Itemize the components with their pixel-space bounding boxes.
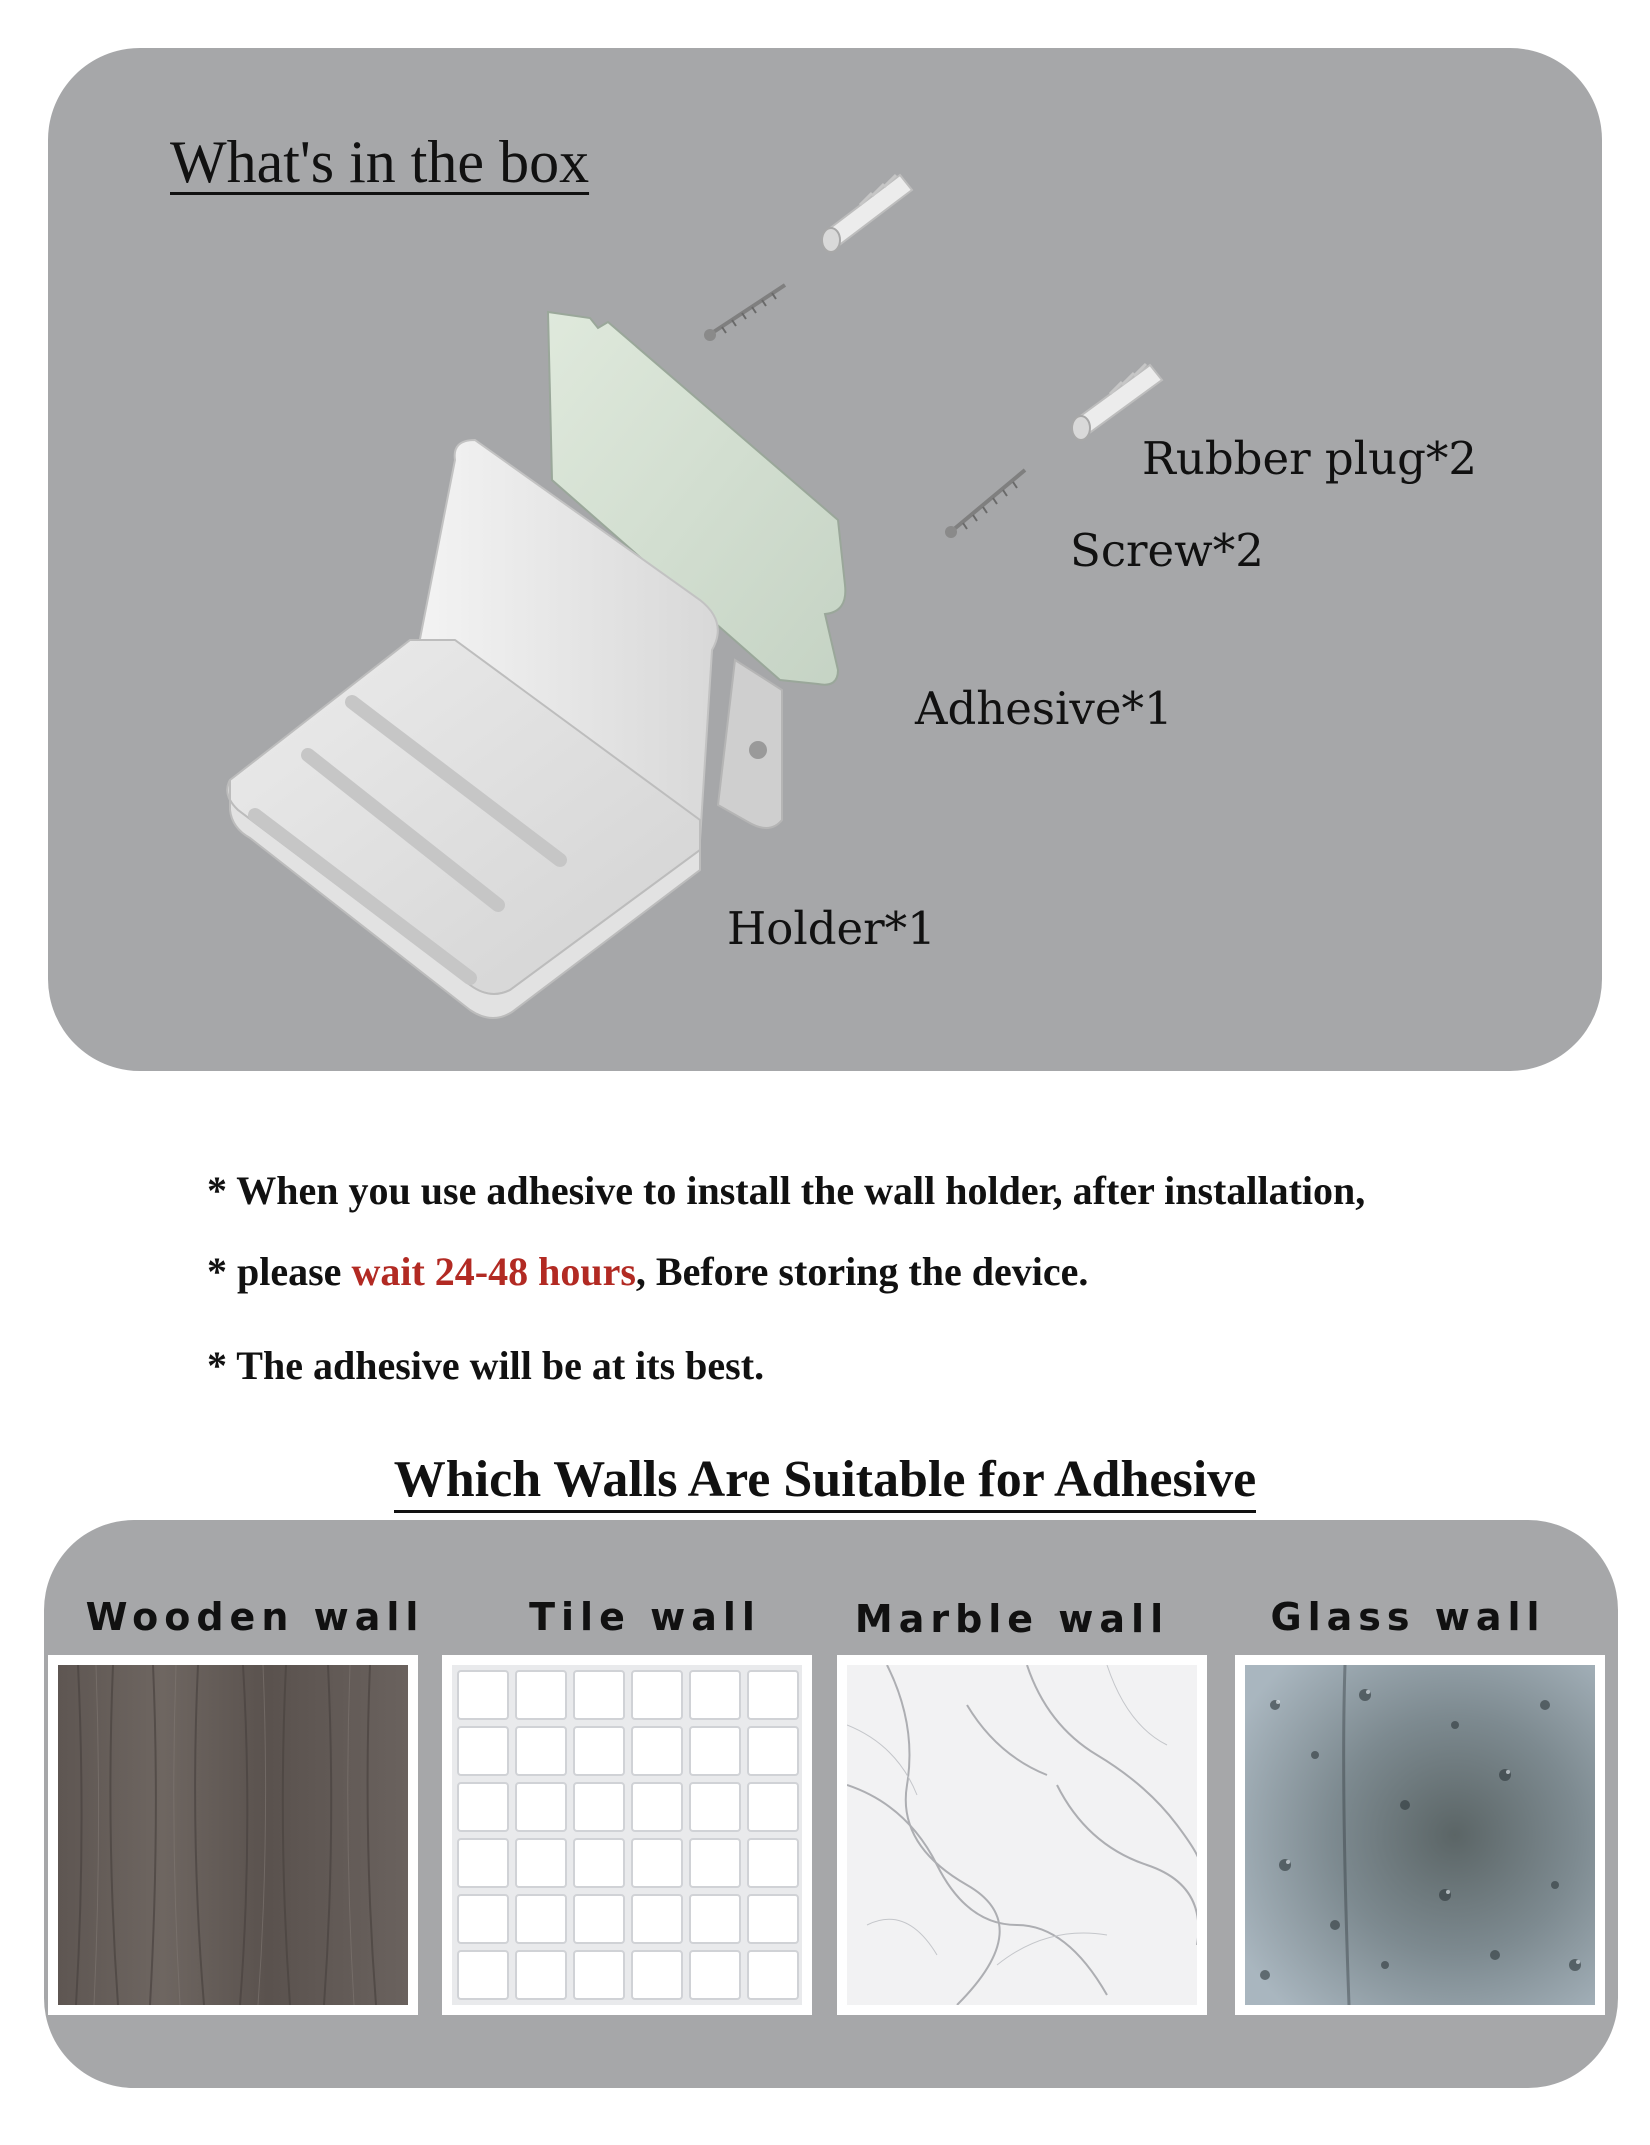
note-line-3: * The adhesive will be at its best. [207,1343,765,1388]
marble-wall-image [837,1655,1207,2015]
rubber-plug-icon [822,175,912,252]
note-line-1: * When you use adhesive to install the wall holder, after installation, [207,1168,1366,1213]
note-line-2 [207,1248,1088,1295]
note-line-2-suffix: , Before storing the device. [635,1249,1089,1294]
wall-label-marble: Marble wall [854,1597,1170,1641]
adhesive-label: Adhesive*1 [915,682,1173,735]
note-highlight: wait 24-48 hours [351,1249,636,1294]
screw-icon [704,285,785,341]
walls-title [0,1450,1650,1509]
wooden-wall-image [48,1655,418,2015]
note-line-2-prefix: * please [207,1249,352,1294]
wall-label-wooden: Wooden wall [85,1595,425,1639]
screw-label: Screw*2 [1070,524,1264,577]
holder-label: Holder*1 [727,902,936,955]
walls-title-text: Which Walls Are Suitable for Adhesive [394,1451,1256,1513]
wall-label-glass: Glass wall [1270,1595,1546,1639]
rubber-plug-label: Rubber plug*2 [1142,432,1478,485]
tile-wall-image [442,1655,812,2015]
wall-label-tile: Tile wall [529,1595,761,1639]
rubber-plug-icon [1072,364,1162,440]
box-title: What's in the box [170,129,590,195]
screw-icon [945,470,1025,538]
glass-wall-image [1235,1655,1605,2015]
